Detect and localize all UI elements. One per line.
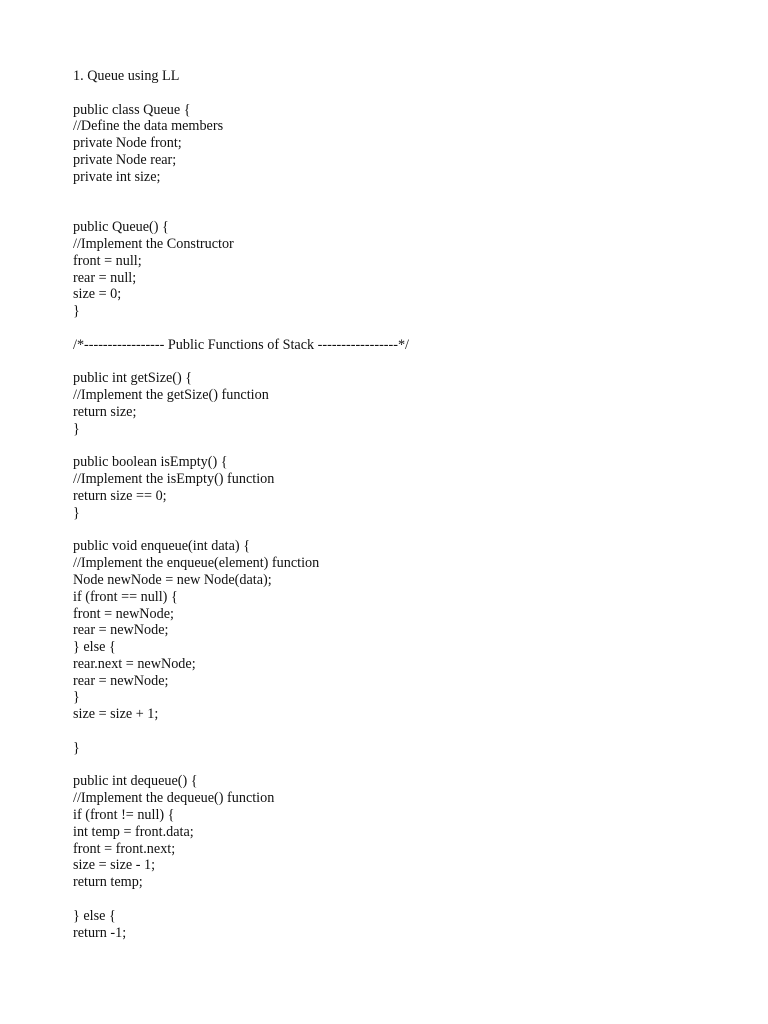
code-line: size = 0; bbox=[73, 286, 122, 303]
code-line: if (front == null) { bbox=[73, 588, 178, 605]
code-line: } bbox=[73, 689, 80, 706]
code-line: public int dequeue() { bbox=[73, 773, 198, 790]
code-line: rear.next = newNode; bbox=[73, 655, 196, 672]
code-line: front = front.next; bbox=[73, 840, 176, 857]
document-heading: 1. Queue using LL bbox=[73, 68, 180, 84]
code-line: private int size; bbox=[73, 168, 161, 185]
code-line: public void enqueue(int data) { bbox=[73, 538, 251, 555]
code-line: } bbox=[73, 303, 80, 320]
code-line: size = size - 1; bbox=[73, 857, 156, 874]
code-line: /*----------------- Public Functions of Stack -----------------*/ bbox=[73, 336, 410, 353]
code-line: return temp; bbox=[73, 874, 143, 891]
code-line bbox=[73, 85, 733, 102]
code-line: //Implement the Constructor bbox=[73, 235, 234, 252]
code-line: //Implement the enqueue(element) function bbox=[73, 555, 320, 572]
code-line bbox=[73, 891, 733, 908]
code-line: } bbox=[73, 504, 80, 521]
code-line: if (front != null) { bbox=[73, 807, 175, 824]
code-line bbox=[73, 757, 733, 774]
code-line: //Implement the dequeue() function bbox=[73, 790, 275, 807]
code-line: public Queue() { bbox=[73, 219, 169, 236]
code-line: private Node front; bbox=[73, 135, 182, 152]
code-line: size = size + 1; bbox=[73, 706, 159, 723]
code-line: } else { bbox=[73, 639, 116, 656]
code-line bbox=[73, 320, 733, 337]
code-line: front = null; bbox=[73, 252, 142, 269]
code-line: //Implement the isEmpty() function bbox=[73, 471, 275, 488]
code-line: public boolean isEmpty() { bbox=[73, 454, 228, 471]
code-line bbox=[73, 438, 733, 455]
code-line bbox=[73, 202, 733, 219]
code-line: //Implement the getSize() function bbox=[73, 387, 269, 404]
code-line: int temp = front.data; bbox=[73, 823, 194, 840]
code-line: front = newNode; bbox=[73, 605, 174, 622]
code-line: //Define the data members bbox=[73, 118, 224, 135]
code-line bbox=[73, 723, 733, 740]
code-line: Node newNode = new Node(data); bbox=[73, 571, 272, 588]
code-line: rear = newNode; bbox=[73, 622, 169, 639]
code-line bbox=[73, 354, 733, 371]
code-line: } bbox=[73, 739, 80, 756]
document-text-body bbox=[73, 68, 733, 941]
code-line: } bbox=[73, 420, 80, 437]
code-line: public class Queue { bbox=[73, 101, 191, 118]
code-line bbox=[73, 186, 733, 203]
code-line: rear = null; bbox=[73, 269, 137, 286]
code-line bbox=[73, 522, 733, 539]
code-line: rear = newNode; bbox=[73, 672, 169, 689]
code-line: return size == 0; bbox=[73, 487, 167, 504]
code-line: private Node rear; bbox=[73, 151, 177, 168]
code-line: public int getSize() { bbox=[73, 370, 193, 387]
code-line: } else { bbox=[73, 907, 116, 924]
code-line: return size; bbox=[73, 403, 137, 420]
code-line: return -1; bbox=[73, 924, 127, 941]
